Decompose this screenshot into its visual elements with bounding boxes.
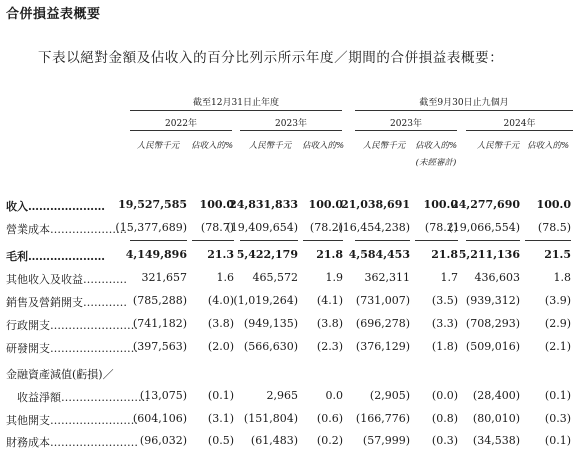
table-row [0,410,577,428]
row-label: 行政開支…………………… [6,319,138,332]
amount-cell: (604,106) [132,412,187,425]
amount-cell: (61,483) [250,434,298,447]
percent-cell: (0.1) [207,389,234,402]
percent-cell: (2.1) [544,340,571,353]
amount-cell: 321,657 [141,271,187,284]
subtotal-rule [466,240,520,241]
percent-cell: (0.1) [544,389,571,402]
percent-cell: (0.6) [316,412,343,425]
table-row [0,364,577,382]
amount-cell: 19,527,585 [118,198,187,211]
row-label: 研發開支…………………… [6,342,138,355]
percent-cell: (3.8) [207,317,234,330]
amount-cell: (939,312) [465,294,520,307]
subtotal-rule [525,240,571,241]
amount-cell: (80,010) [472,412,520,425]
table-row [0,338,577,356]
amount-cell: (15,377,689) [115,221,187,234]
amount-cell: 24,277,690 [451,198,520,211]
percent-cell: (4.1) [316,294,343,307]
amount-cell: 4,584,453 [348,248,410,261]
row-label: 其他開支…………………… [6,414,138,427]
unit-amount-3: 人民幣千元 [362,141,406,151]
amount-cell: (19,066,554) [448,221,520,234]
group-header-nine-months: 截至9月30日止九個月 [419,98,509,108]
percent-cell: (78.5) [537,221,571,234]
row-label: 金融資產減值(虧損)／ [6,368,114,381]
amount-cell: (28,400) [472,389,520,402]
year-rule-4 [466,130,573,131]
percent-cell: 0.0 [325,389,343,402]
year-header-2: 2023年 [275,119,307,129]
amount-cell: (19,409,654) [226,221,298,234]
row-label: 收益淨額…………………… [6,391,149,404]
percent-cell: (2.3) [316,340,343,353]
amount-cell: (57,999) [362,434,410,447]
percent-cell: (3.8) [316,317,343,330]
amount-cell: (785,288) [132,294,187,307]
percent-cell: 1.9 [325,271,343,284]
percent-cell: (0.5) [207,434,234,447]
percent-cell: 1.8 [553,271,571,284]
percent-cell: (3.3) [431,317,458,330]
table-row [0,432,577,450]
percent-cell: 1.7 [440,271,458,284]
percent-cell: (2.0) [207,340,234,353]
amount-cell: (166,776) [355,412,410,425]
percent-cell: 100.0 [423,198,458,211]
row-label: 財務成本…………………… [6,436,138,449]
amount-cell: (13,075) [139,389,187,402]
percent-cell: 100.0 [199,198,234,211]
amount-cell: (34,538) [472,434,520,447]
amount-cell: (376,129) [355,340,410,353]
amount-cell: (397,563) [132,340,187,353]
percent-cell: (4.0) [207,294,234,307]
percent-cell: 100.0 [536,198,571,211]
amount-cell: (151,804) [243,412,298,425]
year-rule-1 [130,130,232,131]
amount-cell: 5,422,179 [236,248,298,261]
percent-cell: (0.0) [431,389,458,402]
group-rule-nine-months [355,110,573,111]
percent-cell: 21.3 [207,248,234,261]
table-row [0,219,577,237]
percent-cell: 100.0 [308,198,343,211]
year-header-3: 2023年 [390,119,422,129]
unaudited-note: (未經審計) [415,158,457,168]
amount-cell: 436,603 [474,271,520,284]
subtotal-rule [355,240,410,241]
unit-percent-1: 佔收入的% [190,141,234,151]
percent-cell: (3.5) [431,294,458,307]
amount-cell: (696,278) [355,317,410,330]
table-row [0,387,577,405]
percent-cell: (0.3) [544,412,571,425]
amount-cell: (1,019,264) [233,294,298,307]
percent-cell: 1.6 [216,271,234,284]
table-row [0,196,577,214]
amount-cell: 2,965 [266,389,298,402]
percent-cell: (0.1) [544,434,571,447]
amount-cell: (16,454,238) [338,221,410,234]
amount-cell: 465,572 [252,271,298,284]
year-rule-3 [355,130,457,131]
amount-cell: (708,293) [465,317,520,330]
amount-cell: (96,032) [139,434,187,447]
row-label: 營業成本………………… [6,223,127,236]
group-rule-full-year [130,110,342,111]
amount-cell: 21,038,691 [341,198,410,211]
amount-cell: (741,182) [132,317,187,330]
row-label: 其他收入及收益………… [6,273,127,286]
subtotal-rule [303,240,343,241]
subtotal-rule [192,240,234,241]
table-row [0,246,577,264]
unit-amount-2: 人民幣千元 [248,141,292,151]
table-row [0,292,577,310]
percent-cell: (78.2) [424,221,458,234]
unit-amount-1: 人民幣千元 [136,141,180,151]
table-row [0,269,577,287]
unit-amount-4: 人民幣千元 [476,141,520,151]
percent-cell: (78.2) [309,221,343,234]
subtotal-rule [130,240,187,241]
section-title: 合併損益表概要 [6,7,101,22]
percent-cell: (3.9) [544,294,571,307]
amount-cell: 4,149,896 [125,248,187,261]
amount-cell: (566,630) [243,340,298,353]
amount-cell: 5,211,136 [458,248,520,261]
amount-cell: (509,016) [465,340,520,353]
percent-cell: (3.1) [207,412,234,425]
year-rule-2 [240,130,342,131]
amount-cell: (949,135) [243,317,298,330]
percent-cell: (0.3) [431,434,458,447]
unit-percent-3: 佔收入的% [414,141,458,151]
subtotal-rule [240,240,298,241]
table-row [0,315,577,333]
percent-cell: (78.7) [200,221,234,234]
amount-cell: (731,007) [355,294,410,307]
row-label: 毛利………………… [6,250,105,263]
percent-cell: 21.8 [316,248,343,261]
amount-cell: 24,831,833 [229,198,298,211]
percent-cell: 21.8 [431,248,458,261]
subtotal-rule [415,240,458,241]
group-header-full-year: 截至12月31日止年度 [193,98,279,108]
intro-text: 下表以絕對金額及佔收入的百分比列示所示年度／期間的合併損益表概要： [38,50,504,66]
unit-percent-4: 佔收入的% [526,141,570,151]
year-header-1: 2022年 [165,119,197,129]
percent-cell: (2.9) [544,317,571,330]
percent-cell: (0.2) [316,434,343,447]
amount-cell: (2,905) [369,389,410,402]
percent-cell: 21.5 [544,248,571,261]
year-header-4: 2024年 [503,119,536,129]
row-label: 銷售及營銷開支………… [6,296,127,309]
amount-cell: 362,311 [364,271,410,284]
unit-percent-2: 佔收入的% [301,141,345,151]
percent-cell: (1.8) [431,340,458,353]
row-label: 收入………………… [6,200,105,213]
percent-cell: (0.8) [431,412,458,425]
